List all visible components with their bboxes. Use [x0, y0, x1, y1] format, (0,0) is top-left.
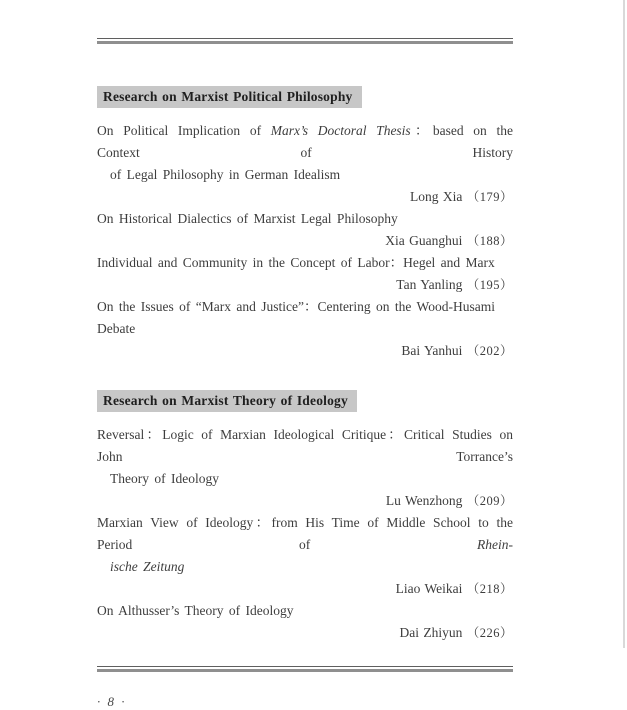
bottom-double-rule — [97, 666, 513, 672]
author-name: Dai Zhiyun — [399, 625, 463, 640]
toc-sections — [97, 44, 513, 644]
author-name: Long Xia — [409, 189, 463, 204]
entry-page-number: （188） — [466, 234, 513, 248]
entry-title-italic-segment: Rhein- — [477, 537, 513, 552]
entry-title-segment: Reversal：Logic of Marxian Ideological Critique：Critical Studies on John Torrance’s — [97, 427, 513, 464]
entry-title-line — [97, 164, 513, 186]
entry-title-line — [97, 556, 513, 578]
entry-page-number: （195） — [466, 278, 513, 292]
entry-title-line — [97, 512, 513, 556]
entry-title-line — [97, 424, 513, 468]
author-name: Lu Wenzhong — [385, 493, 463, 508]
entry-title-segment: On Althusser’s Theory of Ideology — [97, 603, 294, 618]
entry-title-segment: On the Issues of “Marx and Justice”：Centering on the Wood-Husami Debate — [97, 299, 495, 336]
entry-title-italic-segment: Marx’s Doctoral Thesis — [270, 123, 411, 138]
entry-title-segment: of Legal Philosophy in German Idealism — [110, 167, 341, 182]
page-right-edge-line — [623, 0, 625, 648]
entry-author-page — [97, 274, 513, 296]
section-entries — [97, 424, 513, 644]
toc-content — [97, 0, 513, 710]
entry-title-segment: On Political Implication of — [97, 123, 271, 138]
entry-author-page — [97, 230, 513, 252]
author-name: Liao Weikai — [395, 581, 463, 596]
section-header: Research on Marxist Theory of Ideology — [97, 390, 357, 412]
entry-title-segment: Marxian View of Ideology：from His Time of Middle School to the Period of — [97, 515, 513, 552]
footer-page-number: · 8 · — [97, 694, 127, 709]
entry-title-line — [97, 252, 513, 274]
entry-author-page — [97, 622, 513, 644]
entry-title-segment: On Historical Dialectics of Marxist Legal Philosophy — [97, 211, 398, 226]
entry-title-line — [97, 600, 513, 622]
entry-author-page — [97, 578, 513, 600]
entry-author-page — [97, 490, 513, 512]
entry-page-number: （209） — [466, 494, 513, 508]
entry-page-number: （179） — [466, 190, 513, 204]
entry-title-line — [97, 468, 513, 490]
author-name: Bai Yanhui — [401, 343, 463, 358]
entry-title-italic-segment: ische Zeitung — [110, 559, 185, 574]
entry-title-line — [97, 120, 513, 164]
entry-page-number: （202） — [466, 344, 513, 358]
author-name: Tan Yanling — [396, 277, 463, 292]
toc-section — [97, 44, 513, 362]
author-name: Xia Guanghui — [385, 233, 463, 248]
entry-title-line — [97, 296, 513, 340]
entry-author-page — [97, 340, 513, 362]
entry-author-page — [97, 186, 513, 208]
entry-title-segment: Individual and Community in the Concept of Labor：Hegel and Marx — [97, 255, 495, 270]
section-header: Research on Marxist Political Philosophy — [97, 86, 362, 108]
entry-title-segment: ：based on the Context of History — [97, 123, 513, 160]
section-entries — [97, 120, 513, 362]
toc-section — [97, 362, 513, 644]
entry-page-number: （218） — [466, 582, 513, 596]
entry-title-segment: Theory of Ideology — [110, 471, 219, 486]
entry-title-line — [97, 208, 513, 230]
entry-page-number: （226） — [466, 626, 513, 640]
